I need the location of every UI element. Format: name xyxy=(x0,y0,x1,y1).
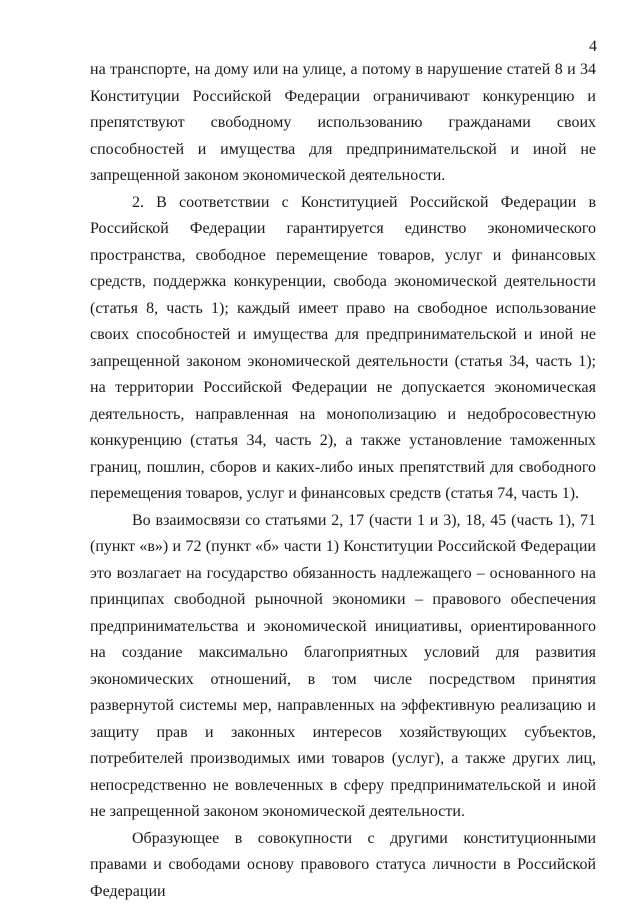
paragraph-section-2: 2. В соответствии с Конституцией Российской Федерации в Российской Федерации гарантируется единство экономического пространства, свободное перемещение товаров, услуг и финансовых средств, поддержка конкуренции, свобода экономической деятельности (статья 8, часть 1); каждый имеет право на свободное использование своих способностей и имущества для предпринимательской и иной не запрещенной законом экономической деятельности (статья 34, часть 1); на территории Российской Федерации не допускается экономическая деятельность, направленная на монополизацию и недобросовестную конкуренцию (статья 34, часть 2), а также установление таможенных границ, пошлин, сборов и каких-либо иных препятствий для свободного перемещения товаров, услуг и финансовых средств (статья 74, часть 1). xyxy=(90,193,596,502)
paragraph-rights-basis: Образующее в совокупности с другими конституционными правами и свободами основу правового статуса личности в Российской Федерации xyxy=(90,829,596,900)
paragraph-interrelation: Во взаимосвязи со статьями 2, 17 (части 1 и 3), 18, 45 (часть 1), 71 (пункт «в») и 72 (пункт «б» части 1) Конституции Российской Федерации это возлагает на государство обязанность надлежащего – основанного на принципах свободной рыночной экономики – правового обеспечения предпринимательства и экономической инициативы, ориентированного на создание максимально благоприятных условий для развития экономических отношений, в том числе посредством принятия развернутой системы мер, направленных на эффективную реализацию и защиту прав и законных интересов хозяйствующих субъектов, потребителей производимых ими товаров (услуг), а также других лиц, непосредственно не вовлеченных в сферу предпринимательской и иной не запрещенной законом экономической деятельности. xyxy=(90,511,596,820)
paragraph-continuation: на транспорте, на дому или на улице, а потому в нарушение статей 8 и 34 Конституции Российской Федерации ограничивают конкуренцию и препятствуют свободному использованию гражданами своих способностей и имущества для предпринимательской и иной не запрещенной законом экономической деятельности. xyxy=(90,61,596,184)
page-number: 4 xyxy=(589,38,597,55)
document-body xyxy=(90,57,596,905)
